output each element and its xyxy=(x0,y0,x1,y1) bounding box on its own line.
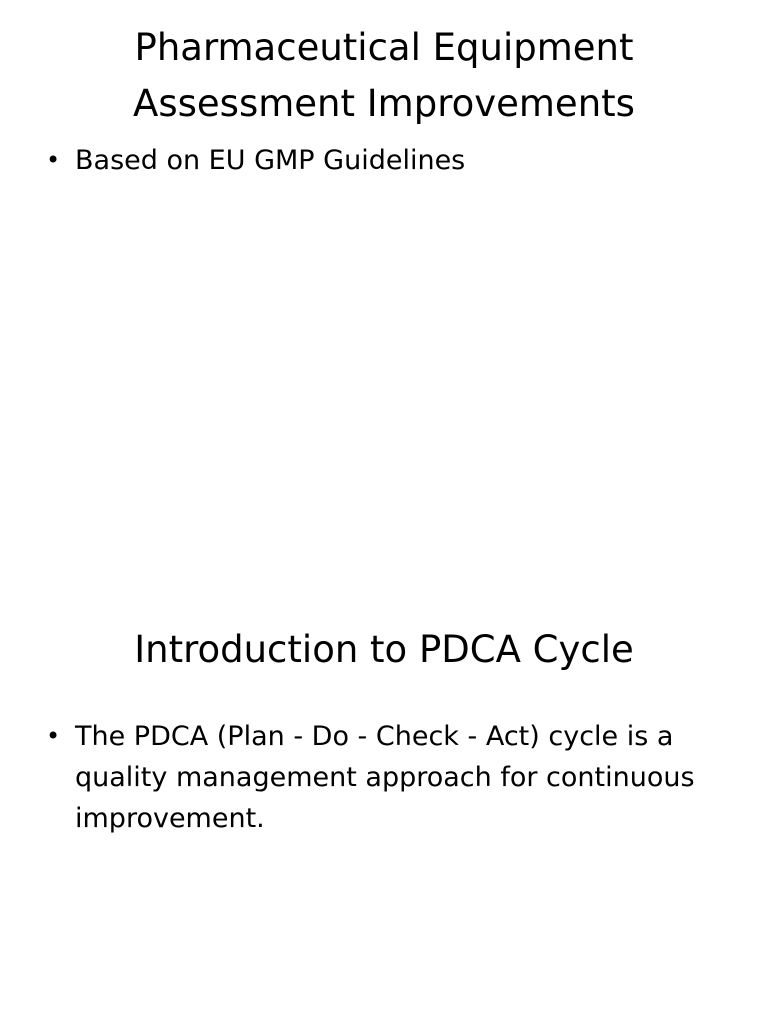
bullet-icon: • xyxy=(46,722,61,750)
slide-title: Pharmaceutical Equipment Assessment Improvements xyxy=(133,26,635,125)
slide-2 xyxy=(0,512,768,1024)
bullet-text: Based on EU GMP Guidelines xyxy=(75,145,466,176)
bullet-item xyxy=(40,140,720,181)
bullet-list xyxy=(40,716,720,839)
bullet-list xyxy=(40,140,720,181)
slide-title: Introduction to PDCA Cycle xyxy=(134,628,634,671)
bullet-item xyxy=(40,716,720,839)
bullet-text: The PDCA (Plan - Do - Check - Act) cycle is a quality management approach for continuous improvement. xyxy=(75,721,695,834)
bullet-icon: • xyxy=(46,146,61,174)
